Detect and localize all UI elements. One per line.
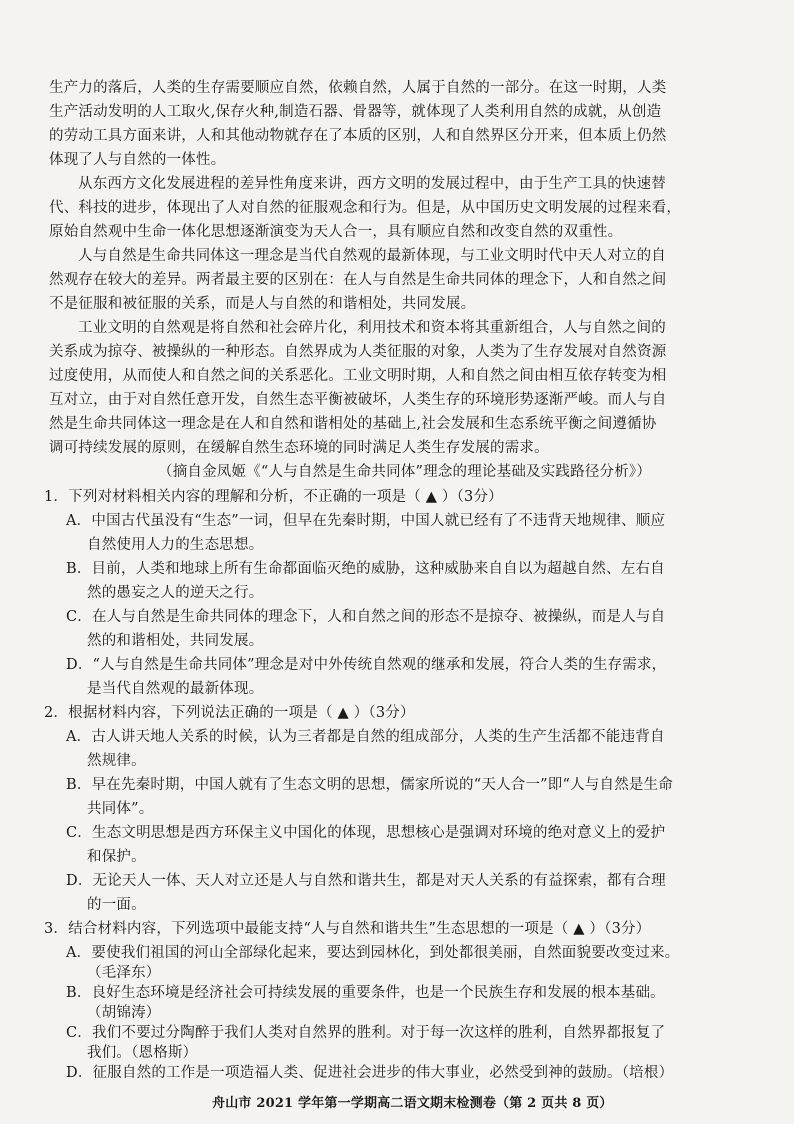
passage-line: 生产活动发明的人工取火,保存火种,制造石器、骨器等，就体现了人类利用自然的成就，从创造 [49, 104, 662, 120]
passage-line: 然观存在较大的差异。两者最主要的区别在：在人与自然是生命共同体的理念下，人和自然之间 [49, 272, 667, 288]
answer-option: 然的和谐相处，共同发展。 [87, 633, 264, 649]
question-stem: 3．结合材料内容，下列选项中最能支持“人与自然和谐共生”生态思想的一项是（ ▲ ）（3分） [44, 921, 651, 937]
passage-line: 互对立，由于对自然任意开发，自然生态平衡被破坏，人类生存的环境形势逐渐严峻。而人与自 [49, 392, 667, 408]
passage-line: 人与自然是生命共同体这一理念是当代自然观的最新体现，与工业文明时代中天人对立的自 [78, 248, 666, 264]
passage-line: 生产力的落后，人类的生存需要顺应自然，依赖自然，人属于自然的一部分。在这一时期，人类 [49, 80, 667, 96]
answer-option: D．征服自然的工作是一项造福人类、促进社会进步的伟大事业，必然受到神的鼓励。（培根） [66, 1065, 674, 1081]
answer-option: 的一面。 [87, 897, 146, 913]
passage-line: 过度使用，从而使人和自然之间的关系恶化。工业文明时期，人和自然之间由相互依存转变为相 [49, 368, 667, 384]
answer-option: C．生态文明思想是西方环保主义中国化的体现，思想核心是强调对环境的绝对意义上的爱护 [66, 825, 666, 841]
passage-line: 的劳动工具方面来讲，人和其他动物就存在了本质的区别，人和自然界区分开来，但本质上仍然 [49, 128, 667, 144]
passage-line: 调可持续发展的原则，在缓解自然生态环境的同时满足人类生存发展的需求。 [49, 440, 549, 456]
question-stem: 1．下列对材料相关内容的理解和分析，不正确的一项是（ ▲ ）（3分） [44, 489, 503, 505]
answer-option: B．目前，人类和地球上所有生命都面临灭绝的威胁，这种威胁来自自以为超越自然、左右自 [66, 561, 665, 577]
passage-line: 原始自然观中生命一体化思想逐渐演变为天人合一，具有顺应自然和改变自然的双重性。 [49, 224, 623, 240]
answer-option: 然的愚妄之人的逆天之行。 [87, 585, 264, 601]
answer-option: 自然使用人力的生态思想。 [87, 537, 264, 553]
question-stem: 2．根据材料内容，下列说法正确的一项是（ ▲ ）（3分） [44, 705, 415, 721]
answer-option: 我们。（恩格斯） [87, 1045, 198, 1061]
passage-line: 从东西方文化发展进程的差异性角度来讲，西方文明的发展过程中，由于生产工具的快速替 [78, 176, 666, 192]
answer-option: A．要使我们祖国的河山全部绿化起来，要达到园林化，到处都很美丽，自然面貌要改变过来。 [66, 945, 680, 961]
passage-line: 关系成为掠夺、被操纵的一种形态。自然界成为人类征服的对象，人类为了生存发展对自然资源 [49, 344, 667, 360]
answer-option: 和保护。 [87, 849, 146, 865]
passage-line: 然是生命共同体这一理念是在人和自然和谐相处的基础上,社会发展和生态系统平衡之间遵循协 [49, 416, 657, 432]
answer-option: C．我们不要过分陶醉于我们人类对自然界的胜利。对于每一次这样的胜利，自然界都报复了 [66, 1025, 666, 1041]
page-footer: 舟山市 2021 学年第一学期高二语文期末检测卷（第 2 页共 8 页） [212, 1096, 613, 1111]
answer-option: 是当代自然观的最新体现。 [87, 681, 264, 697]
passage-line: 不是征服和被征服的关系，而是人与自然的和谐相处，共同发展。 [49, 296, 476, 312]
answer-option: B．早在先秦时期，中国人就有了生态文明的思想，儒家所说的“天人合一”即“人与自然是生命 [66, 777, 673, 793]
answer-option: C．在人与自然是生命共同体的理念下，人和自然之间的形态不是掠夺、被操纵，而是人与自 [66, 609, 666, 625]
passage-source: （摘自金凤姬《“人与自然是生命共同体”理念的理论基础及实践路径分析》） [158, 464, 652, 480]
answer-option: D．“人与自然是生命共同体”理念是对中外传统自然观的继承和发展，符合人类的生存需求， [66, 657, 667, 673]
answer-option: 然规律。 [87, 753, 146, 769]
answer-option: （胡锦涛） [87, 1005, 161, 1021]
answer-option: A．古人讲天地人关系的时候，认为三者都是自然的组成部分，人类的生产生活都不能违背自 [66, 729, 665, 745]
passage-line: 体现了人与自然的一体性。 [49, 152, 226, 168]
answer-option: A．中国古代虽没有“生态”一词，但早在先秦时期，中国人就已经有了不违背天地规律、顺应 [66, 513, 666, 529]
answer-option: B．良好生态环境是经济社会可持续发展的重要条件，也是一个民族生存和发展的根本基础。 [66, 985, 665, 1001]
answer-option: （毛泽东） [87, 965, 161, 981]
answer-option: 共同体”。 [87, 801, 154, 817]
passage-line: 代、科技的进步，体现出了人对自然的征服观念和行为。但是，从中国历史文明发展的过程来看， [49, 200, 682, 216]
passage-line: 工业文明的自然观是将自然和社会碎片化，利用技术和资本将其重新组合，人与自然之间的 [78, 320, 666, 336]
answer-option: D．无论天人一体、天人对立还是人与自然和谐共生，都是对天人关系的有益探索，都有合理 [66, 873, 666, 889]
